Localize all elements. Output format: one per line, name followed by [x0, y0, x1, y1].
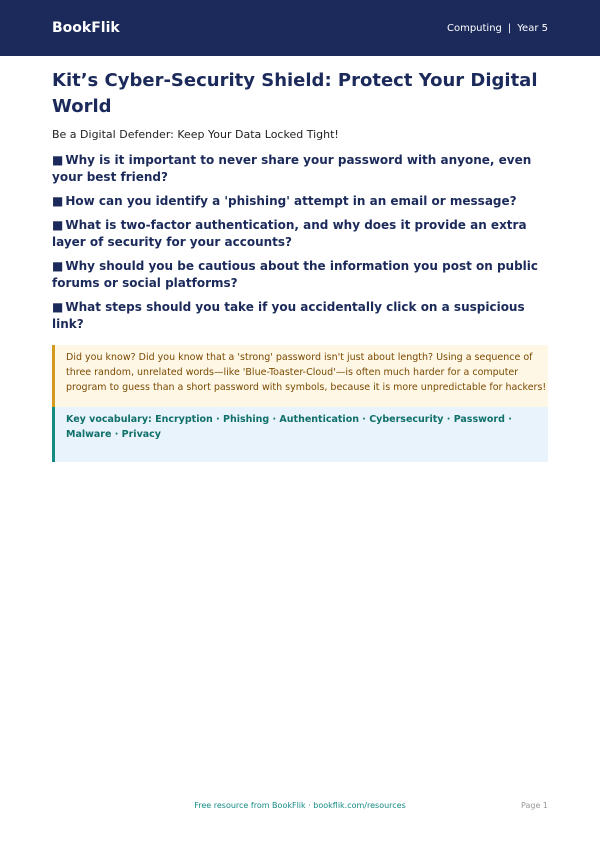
- question-item: [52, 152, 548, 186]
- question-item: [52, 258, 548, 292]
- page-content: [0, 68, 600, 462]
- square-bullet-icon: ■: [52, 153, 64, 167]
- page-subtitle: Be a Digital Defender: Keep Your Data Locked Tight!: [52, 128, 339, 141]
- question-item: [52, 299, 548, 333]
- page-title: Kit’s Cyber-Security Shield: Protect Your Digital World: [52, 70, 538, 117]
- key-vocabulary-box: Key vocabulary: Encryption · Phishing · Authentication · Cybersecurity · Password · Malware · Privacy: [52, 407, 548, 462]
- question-text: What steps should you take if you accidentally click on a suspicious link?: [52, 300, 525, 331]
- page-footer: [52, 801, 548, 810]
- square-bullet-icon: ■: [52, 300, 64, 314]
- footer-link[interactable]: Free resource from BookFlik · bookflik.com/resources: [194, 801, 406, 810]
- question-text: Why should you be cautious about the information you post on public forums or social platforms?: [52, 259, 539, 290]
- page-number: Page 1: [521, 801, 548, 810]
- page-header: [0, 0, 600, 56]
- subject-label: Computing: [446, 22, 502, 34]
- square-bullet-icon: ■: [52, 194, 64, 208]
- did-you-know-box: Did you know? Did you know that a 'strong' password isn't just about length? Using a sequence of three random, unrelated words—like 'Blue-Toaster-Cloud'—is often much harder for a computer program to guess than a short password with symbols, because it is more unpredictable for hackers!: [52, 345, 548, 407]
- question-item: [52, 193, 548, 210]
- question-text: Why is it important to never share your password with anyone, even your best friend?: [52, 153, 532, 184]
- subject-year: [447, 23, 548, 34]
- meta-separator: |: [507, 22, 512, 34]
- question-text: What is two-factor authentication, and why does it provide an extra layer of security for your accounts?: [52, 218, 527, 249]
- question-list: [52, 152, 548, 333]
- brand-logo[interactable]: BookFlik: [52, 20, 120, 36]
- question-item: [52, 217, 548, 251]
- square-bullet-icon: ■: [52, 259, 64, 273]
- square-bullet-icon: ■: [52, 218, 64, 232]
- year-label: Year 5: [517, 22, 548, 34]
- question-text: How can you identify a 'phishing' attempt in an email or message?: [65, 194, 517, 208]
